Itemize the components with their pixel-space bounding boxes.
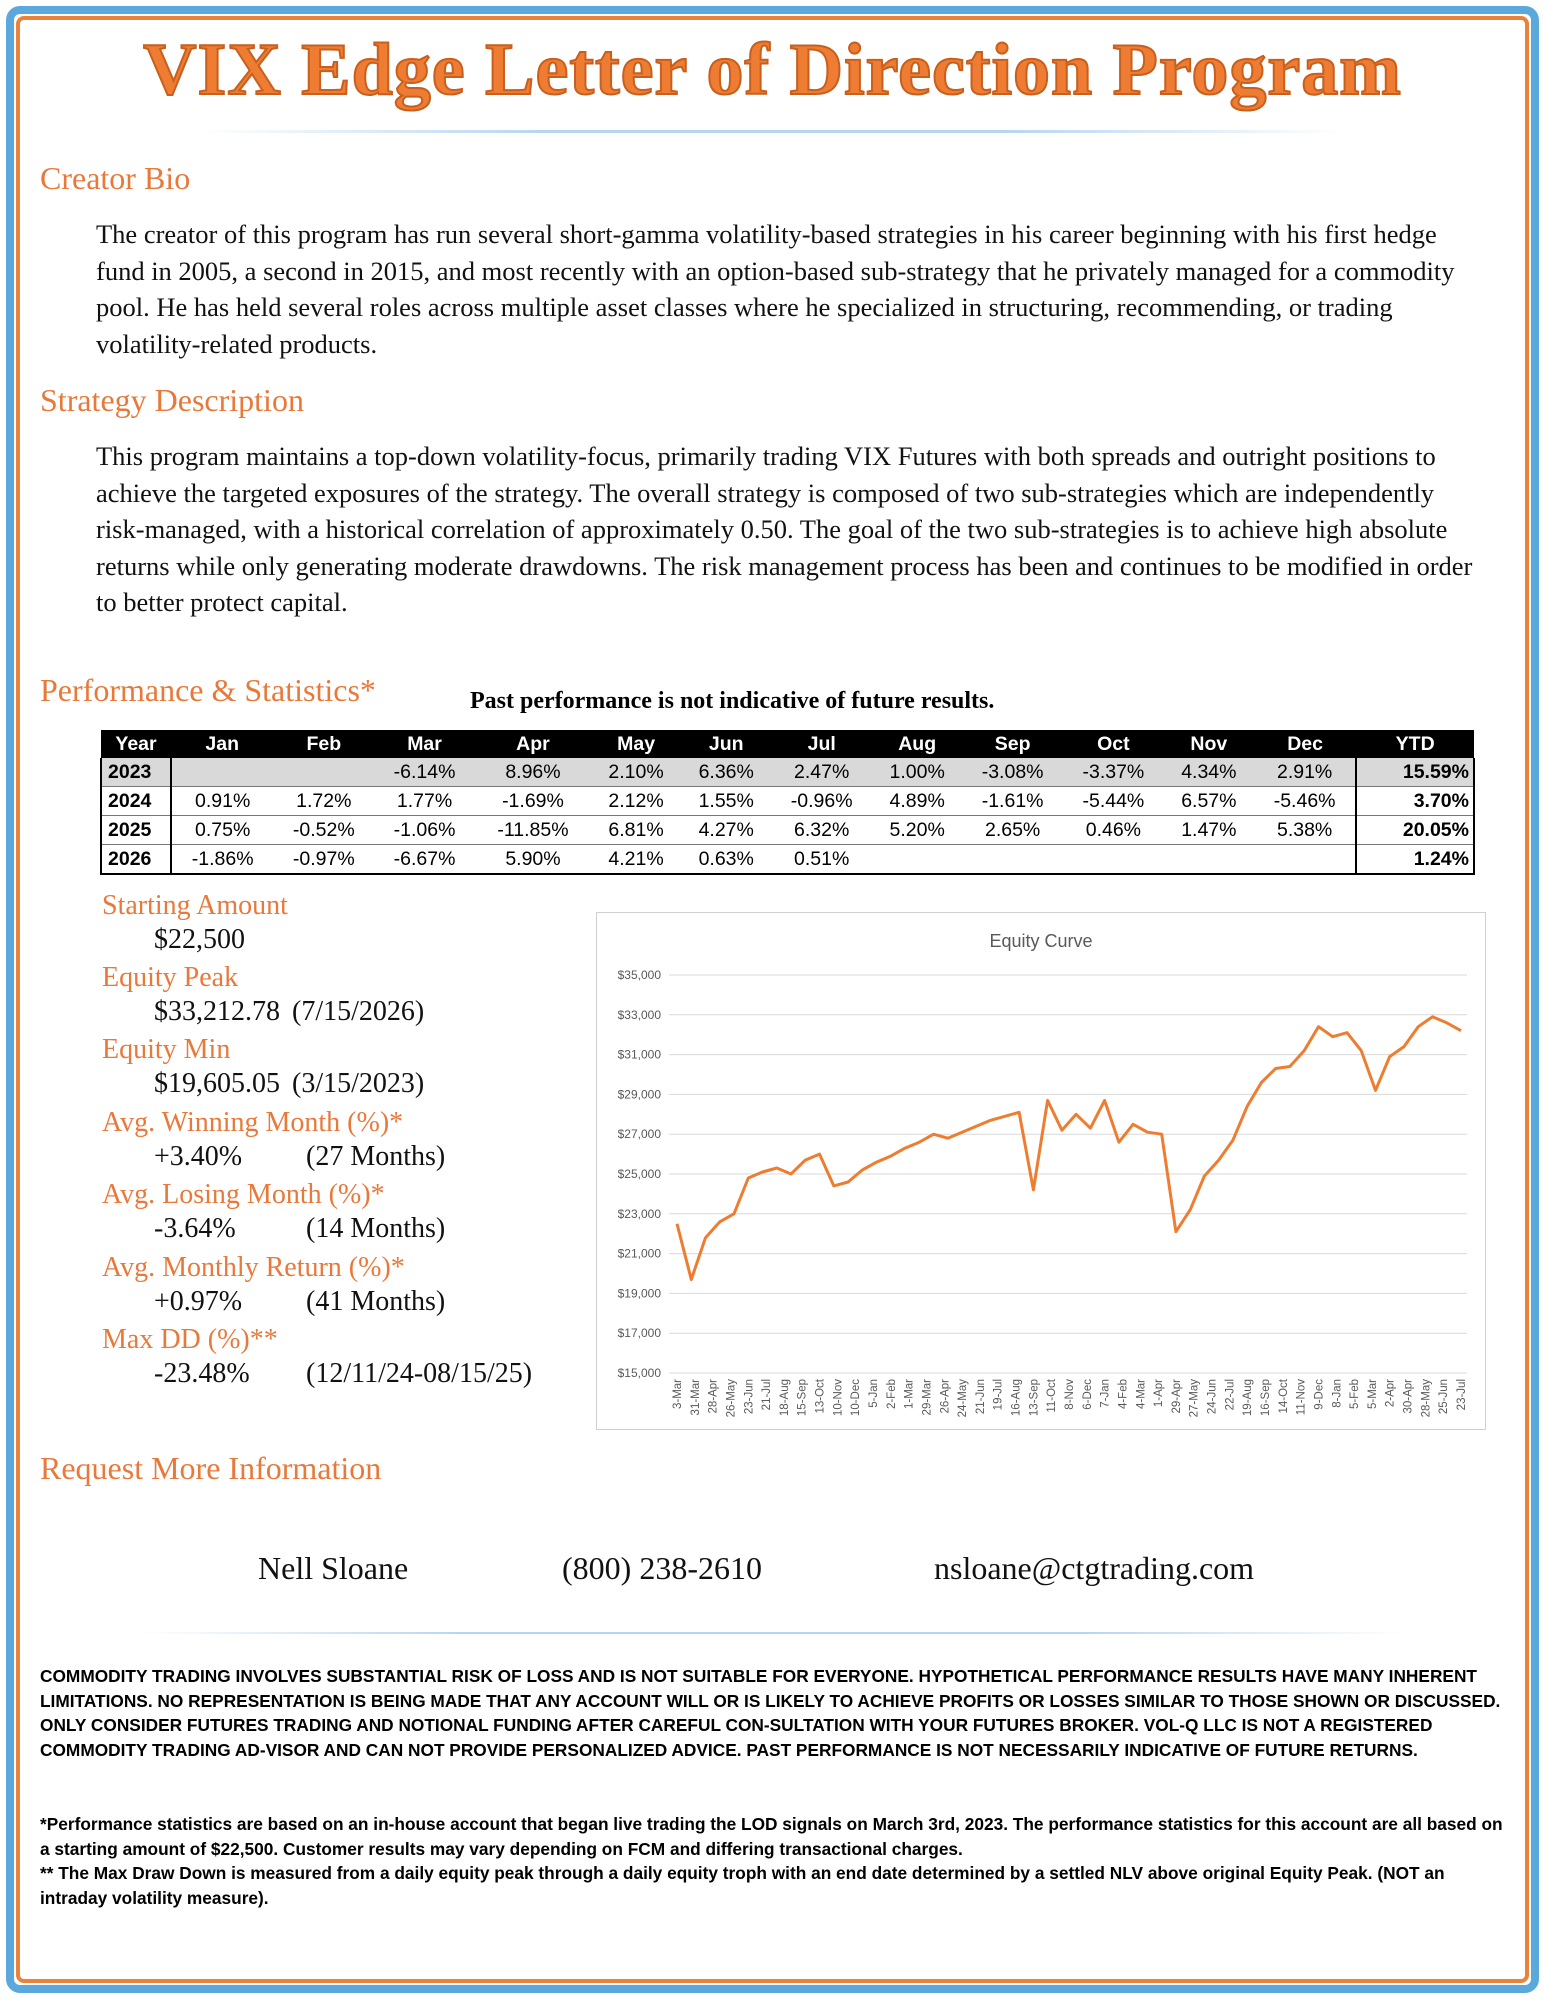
x-tick-label: 11-Oct [1046, 1379, 1059, 1413]
return-cell: -0.52% [273, 816, 374, 845]
return-cell [171, 758, 273, 787]
return-cell: 4.89% [872, 787, 962, 816]
return-cell: -6.14% [374, 758, 475, 787]
y-tick-label: $25,000 [617, 1167, 661, 1181]
return-cell: 2.91% [1254, 758, 1356, 787]
x-tick-label: 21-Jun [974, 1379, 987, 1415]
footer-divider [140, 1632, 1405, 1634]
contact-email[interactable]: nsloane@ctgtrading.com [934, 1550, 1255, 1586]
return-cell: -1.86% [171, 845, 273, 875]
y-tick-label: $23,000 [617, 1206, 661, 1221]
x-tick-label: 5-Mar [1366, 1379, 1379, 1410]
performance-disclaimer: Past performance is not indicative of future results. [470, 688, 995, 714]
return-cell [1254, 845, 1356, 875]
column-header-jul: Jul [771, 730, 872, 758]
page-title: VIX Edge Letter of Direction Program [143, 29, 1402, 111]
return-cell: 1.55% [681, 787, 771, 816]
x-tick-label: 23-Jun [743, 1379, 756, 1415]
request-heading: Request More Information [40, 1450, 382, 1486]
return-cell: -1.61% [962, 787, 1063, 816]
x-tick-label: 3-Mar [672, 1379, 684, 1410]
max-dd-value: -23.48% [154, 1358, 250, 1389]
equity-peak-date: (7/15/2026) [292, 996, 425, 1027]
x-tick-label: 19-Aug [1242, 1379, 1255, 1417]
x-tick-label: 10-Dec [850, 1379, 863, 1417]
return-cell: 1.77% [374, 787, 475, 816]
max-dd-label: Max DD (%)** [102, 1324, 278, 1355]
return-cell: 1.47% [1164, 816, 1254, 845]
x-tick-label: 24-Jun [1206, 1379, 1219, 1415]
max-dd-footnote: ** The Max Draw Down is measured from a daily equity peak through a daily equity troph with an end date determined by a settled NLV above original Equity Peak. (NOT an intraday volatility measure). [40, 1863, 1445, 1908]
ytd-cell: 15.59% [1356, 758, 1474, 787]
x-tick-label: 29-Apr [1170, 1379, 1183, 1414]
chart-title: Equity Curve [989, 931, 1093, 951]
x-tick-label: 31-Mar [689, 1379, 702, 1416]
x-tick-label: 19-Jul [992, 1379, 1005, 1411]
return-cell [1063, 845, 1164, 875]
year-cell: 2024 [101, 787, 171, 816]
equity-peak-label: Equity Peak [102, 962, 239, 993]
x-tick-label: 15-Sep [796, 1379, 809, 1417]
x-tick-label: 26-May [725, 1379, 738, 1418]
y-tick-label: $15,000 [617, 1366, 661, 1380]
return-cell: 5.20% [872, 816, 962, 845]
x-tick-label: 29-Mar [921, 1379, 934, 1416]
return-cell: 0.46% [1063, 816, 1164, 845]
return-cell: -3.08% [962, 758, 1063, 787]
return-cell [1164, 845, 1254, 875]
return-cell: -11.85% [475, 816, 591, 845]
table-row [101, 845, 1474, 875]
return-cell: 2.65% [962, 816, 1063, 845]
equity-min-value: $19,605.05 [154, 1068, 280, 1099]
y-tick-label: $29,000 [617, 1087, 661, 1102]
column-header-feb: Feb [273, 730, 374, 758]
x-tick-label: 21-Jul [761, 1379, 774, 1411]
column-header-mar: Mar [374, 730, 475, 758]
ytd-cell: 20.05% [1356, 816, 1474, 845]
return-cell: 1.72% [273, 787, 374, 816]
return-cell: 0.51% [771, 845, 872, 875]
column-header-nov: Nov [1164, 730, 1254, 758]
monthly-returns-table [100, 730, 1475, 875]
return-cell: 8.96% [475, 758, 591, 787]
bio-heading: Creator Bio [40, 160, 191, 196]
avg-monthly-value: +0.97% [154, 1286, 243, 1317]
equity-series-line [677, 1017, 1461, 1280]
return-cell: 2.10% [591, 758, 681, 787]
x-tick-label: 30-Apr [1402, 1379, 1415, 1414]
strategy-text: This program maintains a top-down volatility-focus, primarily trading VIX Futures with both spreads and outright positions to achieve the targeted exposures of the strategy. The overall strategy is composed of two sub-strategies which are independently risk-managed, with a historical correlation of approximately 0.50. The goal of the two sub-strategies is to achieve high absolute returns while only generating moderate drawdowns. The risk management process has been and continues to be modified in order to better protect capital. [96, 441, 1473, 617]
avg-monthly-count: (41 Months) [306, 1286, 446, 1317]
contact-phone[interactable]: (800) 238-2610 [562, 1550, 762, 1586]
x-tick-label: 5-Feb [1349, 1379, 1362, 1410]
column-header-apr: Apr [475, 730, 591, 758]
x-tick-label: 8-Jan [1331, 1379, 1344, 1408]
avg-winning-label: Avg. Winning Month (%)* [102, 1107, 404, 1138]
ytd-cell: 1.24% [1356, 845, 1474, 875]
y-tick-label: $19,000 [617, 1286, 661, 1301]
x-tick-label: 6-Dec [1081, 1379, 1094, 1410]
x-tick-label: 11-Nov [1295, 1379, 1308, 1416]
column-header-ytd: YTD [1356, 730, 1474, 758]
strategy-heading: Strategy Description [40, 382, 304, 418]
column-header-year: Year [101, 730, 171, 758]
return-cell: 6.81% [591, 816, 681, 845]
starting-amount-value: $22,500 [154, 924, 245, 955]
return-cell [273, 758, 374, 787]
return-cell [872, 845, 962, 875]
x-tick-label: 16-Aug [1010, 1379, 1023, 1417]
x-tick-label: 2-Apr [1384, 1379, 1397, 1408]
return-cell: -3.37% [1063, 758, 1164, 787]
return-cell: 5.90% [475, 845, 591, 875]
x-tick-label: 13-Sep [1028, 1379, 1041, 1417]
x-tick-label: 28-May [1420, 1379, 1433, 1418]
year-cell: 2025 [101, 816, 171, 845]
return-cell [962, 845, 1063, 875]
return-cell: -0.97% [273, 845, 374, 875]
column-header-may: May [591, 730, 681, 758]
equity-min-label: Equity Min [102, 1034, 231, 1065]
return-cell: 2.12% [591, 787, 681, 816]
x-tick-label: 27-May [1188, 1379, 1201, 1418]
y-tick-label: $31,000 [617, 1047, 661, 1062]
column-header-jun: Jun [681, 730, 771, 758]
x-tick-label: 16-Sep [1260, 1379, 1272, 1417]
avg-winning-count: (27 Months) [306, 1141, 446, 1172]
table-header-row [101, 730, 1474, 758]
return-cell: 1.00% [872, 758, 962, 787]
table-row [101, 816, 1474, 845]
return-cell: -0.96% [771, 787, 872, 816]
year-cell: 2023 [101, 758, 171, 787]
return-cell: 0.63% [681, 845, 771, 875]
x-tick-label: 14-Oct [1277, 1379, 1290, 1414]
performance-heading: Performance & Statistics* [40, 672, 376, 708]
contact-name: Nell Sloane [258, 1550, 409, 1586]
x-tick-label: 5-Jan [868, 1379, 880, 1408]
column-header-aug: Aug [872, 730, 962, 758]
return-cell: 4.21% [591, 845, 681, 875]
column-header-oct: Oct [1063, 730, 1164, 758]
title-divider [200, 130, 1345, 133]
avg-losing-count: (14 Months) [306, 1213, 446, 1244]
starting-amount-label: Starting Amount [102, 890, 288, 921]
x-tick-label: 1-Apr [1153, 1379, 1166, 1408]
return-cell: 0.75% [171, 816, 273, 845]
avg-monthly-label: Avg. Monthly Return (%)* [102, 1252, 405, 1283]
return-cell: 4.27% [681, 816, 771, 845]
risk-disclaimer: COMMODITY TRADING INVOLVES SUBSTANTIAL RISK OF LOSS AND IS NOT SUITABLE FOR EVERYONE. HYPOTHETICAL PERFORMANCE RESULTS HAVE MANY INHERENT LIMITATIONS. NO REPRESENTATION IS BEING MADE THAT ANY ACCOUNT WILL OR IS LIKELY TO ACHIEVE PROFITS OR LOSSES SIMILAR TO THOSE SHOWN OR DISCUSSED. ONLY CONSIDER FUTURES TRADING AND NOTIONAL FUNDING AFTER CAREFUL CON-SULTATION WITH YOUR FUTURES BROKER. VOL-Q LLC IS NOT A REGISTERED COMMODITY TRADING AD-VISOR AND CAN NOT PROVIDE PERSONALIZED ADVICE. PAST PERFORMANCE IS NOT NECESSARILY INDICATIVE OF FUTURE RETURNS. [40, 1666, 1501, 1760]
y-tick-label: $17,000 [617, 1326, 661, 1341]
column-header-dec: Dec [1254, 730, 1356, 758]
x-tick-label: 2-Feb [885, 1379, 898, 1410]
avg-losing-label: Avg. Losing Month (%)* [102, 1179, 385, 1210]
x-tick-label: 22-Jul [1224, 1379, 1237, 1411]
x-tick-label: 9-Dec [1313, 1379, 1326, 1410]
return-cell: -1.69% [475, 787, 591, 816]
performance-footnote: *Performance statistics are based on an in-house account that began live trading the LOD signals on March 3rd, 2023. The performance statistics for this account are all based on a starting amount of $22,500. Customer results may vary depending on FCM and differing transactional charges. [40, 1814, 1503, 1859]
max-dd-period: (12/11/24-08/15/25) [306, 1358, 533, 1389]
return-cell: 6.57% [1164, 787, 1254, 816]
return-cell: 2.47% [771, 758, 872, 787]
x-tick-label: 23-Jul [1456, 1379, 1468, 1411]
x-tick-label: 10-Nov [832, 1379, 845, 1417]
x-tick-label: 24-May [957, 1379, 970, 1418]
x-tick-label: 18-Aug [778, 1379, 791, 1417]
bio-text: The creator of this program has run several short-gamma volatility-based strategies in his career beginning with his first hedge fund in 2005, a second in 2015, and most recently with an option-based sub-strategy that he privately managed for a commodity pool. He has held several roles across multiple asset classes where he specialized in structuring, recommending, or trading volatility-related products. [96, 219, 1455, 359]
x-tick-label: 4-Mar [1135, 1379, 1148, 1410]
column-header-jan: Jan [171, 730, 273, 758]
return-cell: 4.34% [1164, 758, 1254, 787]
table-row [101, 758, 1474, 787]
x-tick-label: 1-Mar [903, 1379, 916, 1410]
x-tick-label: 8-Nov [1064, 1379, 1076, 1410]
return-cell: -5.46% [1254, 787, 1356, 816]
return-cell: 6.36% [681, 758, 771, 787]
equity-min-date: (3/15/2023) [292, 1068, 425, 1099]
return-cell: -6.67% [374, 845, 475, 875]
y-tick-label: $35,000 [617, 968, 661, 982]
column-header-sep: Sep [962, 730, 1063, 758]
return-cell: -1.06% [374, 816, 475, 845]
year-cell: 2026 [101, 845, 171, 875]
x-tick-label: 25-Jun [1438, 1379, 1451, 1415]
equity-curve-chart [596, 912, 1486, 1430]
equity-curve-svg [597, 913, 1485, 1429]
x-tick-label: 26-Apr [939, 1379, 952, 1414]
avg-losing-value: -3.64% [154, 1213, 236, 1244]
y-tick-label: $21,000 [617, 1246, 661, 1261]
avg-winning-value: +3.40% [154, 1141, 243, 1172]
y-tick-label: $33,000 [617, 1007, 661, 1022]
ytd-cell: 3.70% [1356, 787, 1474, 816]
equity-peak-value: $33,212.78 [154, 996, 280, 1027]
x-tick-label: 28-Apr [707, 1379, 720, 1414]
y-tick-label: $27,000 [617, 1127, 661, 1142]
x-tick-label: 4-Feb [1117, 1379, 1130, 1410]
table-row [101, 787, 1474, 816]
return-cell: 0.91% [171, 787, 273, 816]
x-tick-label: 7-Jan [1099, 1379, 1112, 1408]
return-cell: 6.32% [771, 816, 872, 845]
x-tick-label: 13-Oct [814, 1379, 827, 1414]
return-cell: -5.44% [1063, 787, 1164, 816]
return-cell: 5.38% [1254, 816, 1356, 845]
